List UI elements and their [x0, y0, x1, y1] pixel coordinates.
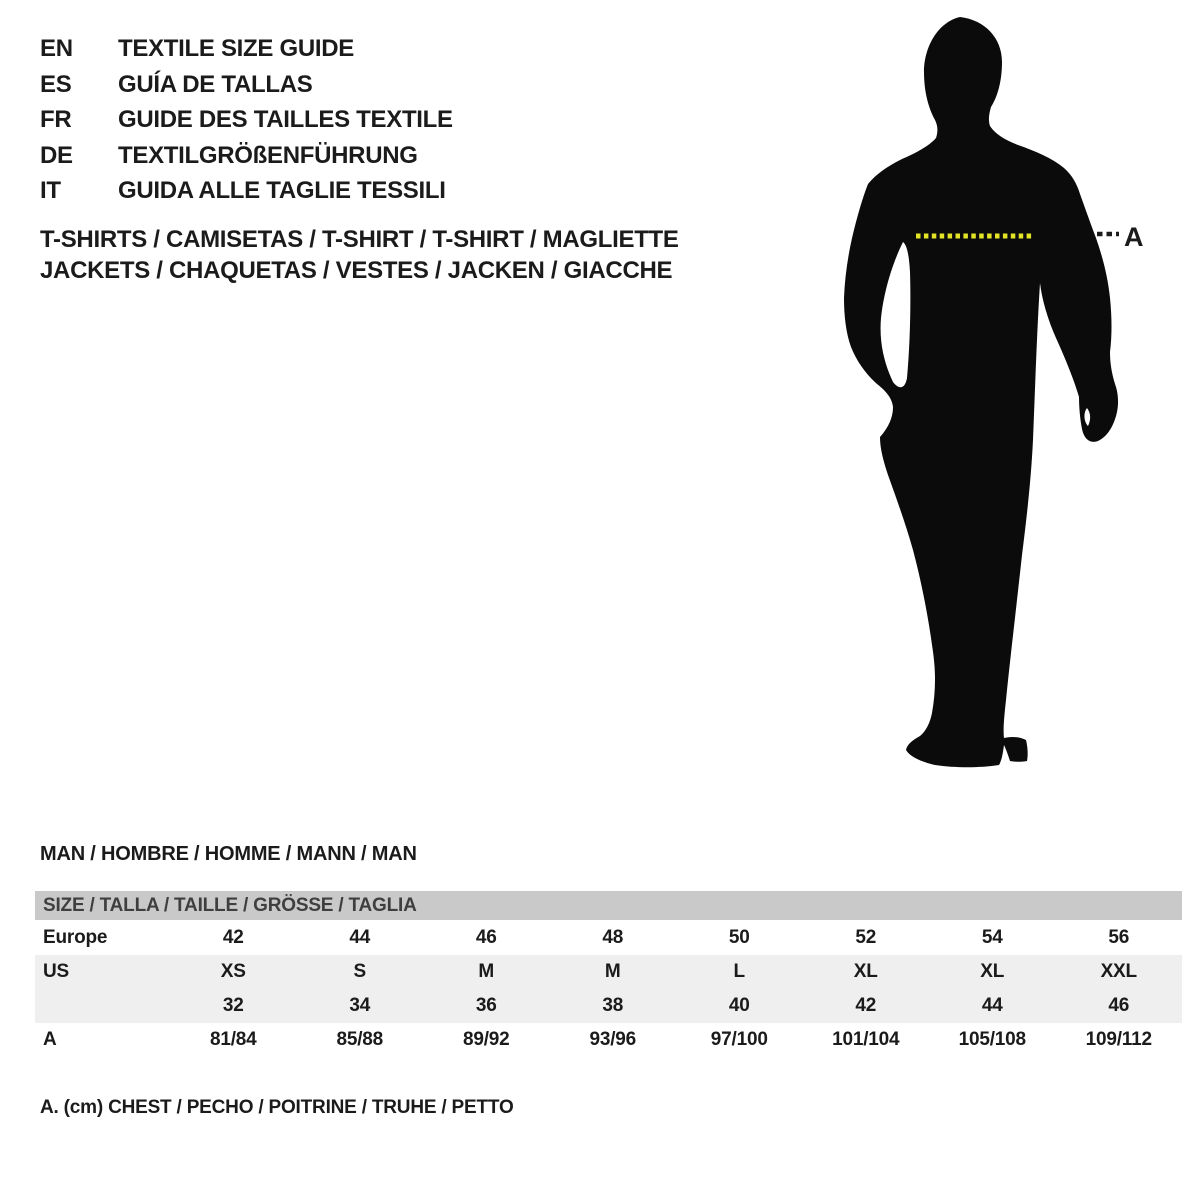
size-cell: 105/108	[958, 1029, 1026, 1050]
size-cell: 85/88	[336, 1029, 384, 1050]
language-code: FR	[40, 106, 72, 133]
table-row	[35, 989, 1182, 1023]
size-cell: 46	[1108, 995, 1130, 1016]
size-cell: M	[604, 961, 621, 982]
measure-label-a: A	[1124, 222, 1144, 252]
size-table	[35, 891, 1182, 1057]
size-cell: 36	[475, 995, 497, 1016]
size-cell: 81/84	[209, 1029, 257, 1050]
man-silhouette	[844, 17, 1118, 767]
size-cell: M	[478, 961, 495, 982]
size-cell: L	[733, 961, 745, 982]
language-code: IT	[40, 177, 61, 204]
size-cell: 42	[222, 927, 244, 948]
size-table-rows	[35, 921, 1182, 1057]
language-code: EN	[40, 35, 73, 62]
size-cell: 109/112	[1085, 1029, 1152, 1050]
size-cell: 54	[981, 927, 1003, 948]
size-cell: XL	[980, 961, 1005, 982]
size-cell: 56	[1108, 927, 1130, 948]
size-cell: 50	[728, 927, 750, 948]
row-label: A	[43, 1029, 57, 1050]
size-cell: S	[353, 961, 366, 982]
table-row	[35, 955, 1182, 989]
table-row	[35, 921, 1182, 955]
size-cell: 40	[728, 995, 750, 1016]
size-cell: XXL	[1100, 961, 1137, 982]
size-cell: 34	[349, 995, 371, 1016]
size-cell: 44	[981, 995, 1003, 1016]
size-table-header: SIZE / TALLA / TAILLE / GRÖSSE / TAGLIA	[35, 891, 1182, 920]
size-cell: 32	[222, 995, 244, 1016]
measurement-footnote: A. (cm) CHEST / PECHO / POITRINE / TRUHE / PETTO	[40, 1097, 514, 1118]
language-label: TEXTILGRÖßENFÜHRUNG	[118, 141, 418, 169]
size-cell: 97/100	[710, 1029, 768, 1050]
language-label: GUIDE DES TAILLES TEXTILE	[118, 106, 453, 133]
size-cell: 101/104	[832, 1029, 900, 1050]
size-cell: 52	[855, 927, 877, 948]
size-cell: 44	[349, 927, 371, 948]
size-cell: XL	[853, 961, 878, 982]
row-label	[35, 989, 170, 1023]
language-code: DE	[40, 141, 73, 169]
table-row	[35, 1023, 1182, 1057]
section-title-man: MAN / HOMBRE / HOMME / MANN / MAN	[40, 843, 417, 865]
language-label: TEXTILE SIZE GUIDE	[118, 35, 354, 62]
language-label: GUIDA ALLE TAGLIE TESSILI	[118, 177, 446, 204]
size-cell: 48	[602, 927, 624, 948]
language-code: ES	[40, 70, 72, 98]
size-cell: 38	[602, 995, 624, 1016]
language-label: GUÍA DE TALLAS	[118, 70, 313, 98]
size-cell: 46	[475, 927, 497, 948]
size-cell: 89/92	[462, 1029, 510, 1050]
size-cell: 93/96	[589, 1029, 637, 1050]
row-label: US	[43, 961, 69, 982]
size-cell: 42	[855, 995, 877, 1016]
row-label: Europe	[43, 927, 108, 948]
size-cell: XS	[220, 961, 246, 982]
category-line-jackets: JACKETS / CHAQUETAS / VESTES / JACKEN / GIACCHE	[40, 257, 673, 284]
category-line-tshirts: T-SHIRTS / CAMISETAS / T-SHIRT / T-SHIRT / MAGLIETTE	[40, 226, 679, 253]
